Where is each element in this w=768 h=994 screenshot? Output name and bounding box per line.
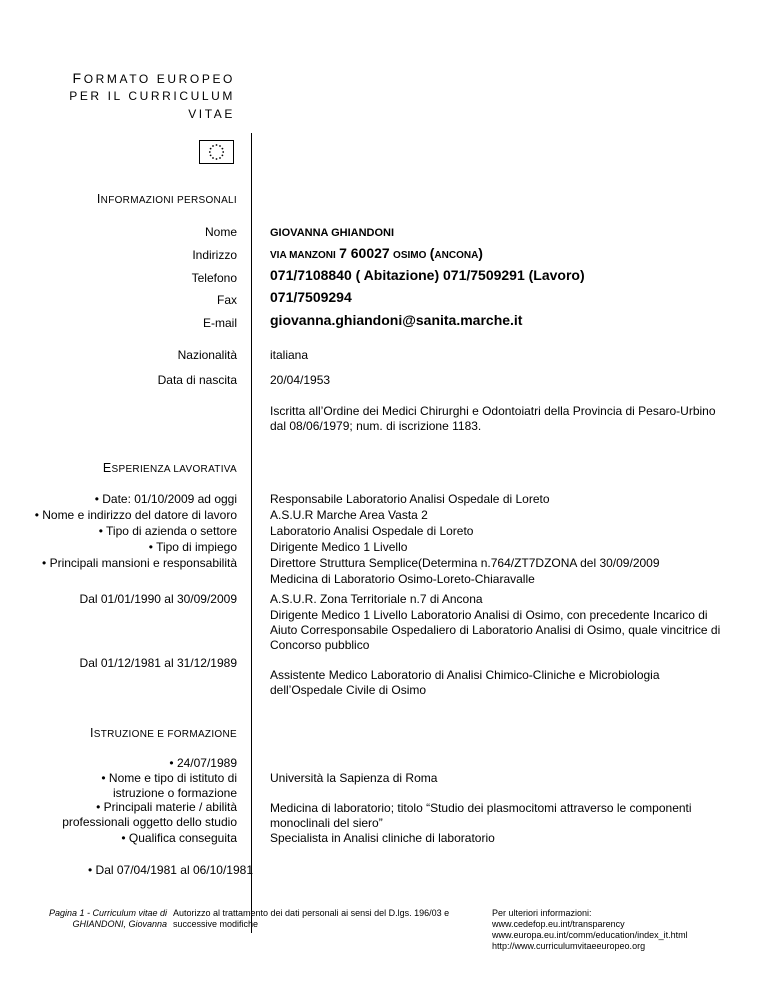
footer-more-info: Per ulteriori informazioni: www.cedefop.eu.int/transparency www.europa.eu.int/comm/education/index_it.html http://www.curriculumvitaeeuropeo.org bbox=[492, 908, 752, 952]
value-exp-line: Medicina di Laboratorio Osimo-Loreto-Chiaravalle bbox=[270, 572, 535, 586]
label-edu-subjects: • Principali materie / abilità professionali oggetto dello studio bbox=[62, 800, 237, 829]
label-email: E-mail bbox=[202, 316, 237, 330]
label-data-nascita: Data di nascita bbox=[157, 373, 237, 387]
label-exp-date: • Date: 01/10/2009 ad oggi bbox=[94, 492, 237, 506]
value-exp-period2-employer: A.S.U.R. Zona Territoriale n.7 di Ancona bbox=[270, 592, 483, 606]
section-experience: ESPERIENZA LAVORATIVA bbox=[102, 461, 237, 475]
header-title-line2: PER IL CURRICULUM bbox=[69, 89, 235, 103]
eu-flag-icon bbox=[199, 140, 234, 164]
value-nazionalita: italiana bbox=[270, 348, 309, 362]
footer-link[interactable]: www.europa.eu.int/comm/education/index_it.html bbox=[492, 930, 688, 940]
value-fax: 071/7509294 bbox=[270, 289, 352, 305]
value-exp-line: Laboratorio Analisi Ospedale di Loreto bbox=[270, 524, 474, 538]
label-exp-period2: Dal 01/01/1990 al 30/09/2009 bbox=[79, 592, 237, 606]
label-exp-type: • Tipo di impiego bbox=[148, 540, 237, 554]
label-telefono: Telefono bbox=[191, 271, 237, 285]
label-exp-duties: • Principali mansioni e responsabilità bbox=[42, 556, 237, 570]
value-indirizzo: VIA MANZONI 7 60027 OSIMO (ANCONA) bbox=[270, 245, 483, 261]
header-title-line1: FORMATO EUROPEO bbox=[72, 70, 235, 86]
value-telefono: 071/7108840 ( Abitazione) 071/7509291 (Lavoro) bbox=[270, 267, 585, 283]
value-edu-institute: Università la Sapienza di Roma bbox=[270, 771, 438, 785]
footer-page-info: Pagina 1 - Curriculum vitae di GHIANDONI, Giovanna bbox=[48, 908, 167, 929]
value-data-nascita: 20/04/1953 bbox=[270, 373, 331, 387]
header-title-line3: VITAE bbox=[188, 107, 235, 121]
label-edu-date2: • Dal 07/04/1981 al 06/10/1981 bbox=[88, 863, 253, 877]
label-edu-qualification: • Qualifica conseguita bbox=[121, 831, 237, 845]
section-personal-info: INFORMAZIONI PERSONALI bbox=[96, 192, 237, 206]
label-fax: Fax bbox=[216, 293, 237, 307]
footer-link[interactable]: http://www.curriculumvitaeeuropeo.org bbox=[492, 941, 646, 951]
column-divider bbox=[251, 133, 252, 933]
label-nazionalita: Nazionalità bbox=[177, 348, 237, 362]
value-exp-period2-role: Dirigente Medico 1 Livello Laboratorio Analisi di Osimo, con precedente Incarico di Aiuto Corresponsabile Ospedaliero di Laboratorio Analisi di Osimo, quale vincitrice di Concorso pubblico bbox=[270, 608, 721, 652]
label-indirizzo: Indirizzo bbox=[192, 248, 237, 262]
value-email: giovanna.ghiandoni@sanita.marche.it bbox=[270, 312, 523, 328]
value-edu-subjects: Medicina di laboratorio; titolo “Studio dei plasmocitomi attraverso le componenti monoclinali del siero” bbox=[270, 801, 692, 830]
value-exp-line: Responsabile Laboratorio Analisi Ospedale di Loreto bbox=[270, 492, 550, 506]
footer-link[interactable]: www.cedefop.eu.int/transparency bbox=[492, 919, 625, 929]
footer-privacy-note: Autorizzo al trattamento dei dati personali ai sensi del D.lgs. 196/03 e successive modifiche bbox=[173, 908, 450, 929]
value-edu-qualification: Specialista in Analisi cliniche di laboratorio bbox=[270, 831, 495, 845]
label-exp-period3: Dal 01/12/1981 al 31/12/1989 bbox=[79, 656, 237, 670]
label-edu-institute: • Nome e tipo di istituto di istruzione o formazione bbox=[101, 771, 237, 800]
label-nome: Nome bbox=[204, 225, 237, 239]
value-exp-period3: Assistente Medico Laboratorio di Analisi Chimico-Cliniche e Microbiologia dell’Ospedale Civile di Osimo bbox=[270, 668, 660, 697]
label-exp-sector: • Tipo di azienda o settore bbox=[98, 524, 237, 538]
value-exp-line: Direttore Struttura Semplice(Determina n.764/ZT7DZONA del 30/09/2009 bbox=[270, 556, 660, 570]
label-edu-date: • 24/07/1989 bbox=[169, 756, 237, 770]
value-exp-line: Dirigente Medico 1 Livello bbox=[270, 540, 408, 554]
section-education: ISTRUZIONE E FORMAZIONE bbox=[89, 726, 237, 740]
value-exp-line: A.S.U.R Marche Area Vasta 2 bbox=[270, 508, 428, 522]
eu-stars-icon bbox=[200, 141, 233, 163]
value-iscrizione: Iscritta all’Ordine dei Medici Chirurghi e Odontoiatri della Provincia di Pesaro-Urbino dal 08/06/1979; num. di iscrizione 1183. bbox=[270, 404, 716, 433]
value-nome: GIOVANNA GHIANDONI bbox=[270, 227, 395, 239]
label-exp-employer: • Nome e indirizzo del datore di lavoro bbox=[34, 508, 237, 522]
